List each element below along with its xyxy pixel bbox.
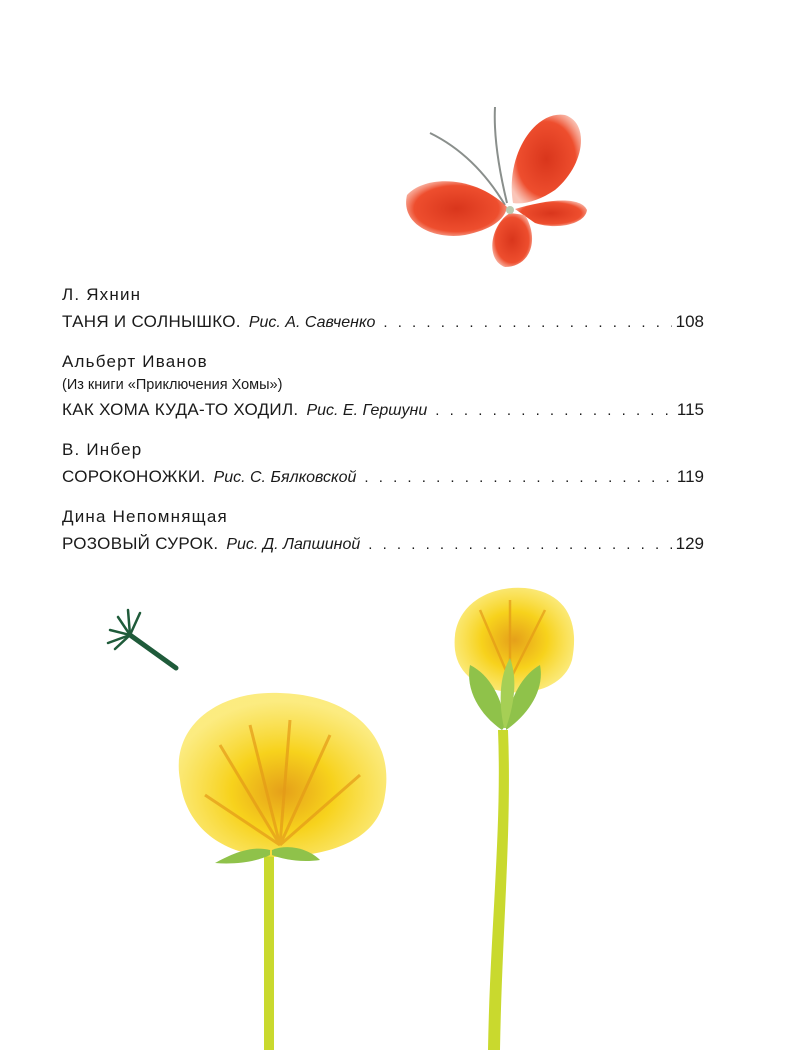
toc-line [62, 463, 704, 492]
toc-entry [62, 349, 704, 425]
toc-page-number: 115 [676, 400, 704, 419]
toc-title: РОЗОВЫЙ СУРОК. [62, 534, 219, 553]
table-of-contents [62, 282, 704, 571]
toc-leader-dots [383, 309, 671, 337]
toc-line [62, 308, 704, 337]
toc-title: ТАНЯ И СОЛНЫШКО. [62, 312, 241, 331]
butterfly-illustration [395, 95, 605, 275]
toc-illustrator: Рис. А. Савченко [248, 314, 376, 331]
toc-page-number: 119 [676, 467, 704, 486]
toc-title: СОРОКОНОЖКИ. [62, 467, 206, 486]
toc-illustrator: Рис. Д. Лапшиной [226, 536, 361, 553]
toc-line [62, 530, 704, 559]
toc-leader-dots [364, 464, 672, 492]
dandelion-illustration [440, 580, 590, 1050]
toc-author: Л. Яхнин [62, 285, 142, 304]
dandelion-illustration [160, 685, 400, 1050]
toc-page-number: 108 [675, 312, 704, 331]
dandelion-seed-illustration [100, 605, 190, 680]
toc-page-number: 129 [675, 534, 704, 553]
toc-illustrator: Рис. Е. Гершуни [306, 402, 428, 419]
toc-leader-dots [368, 531, 671, 559]
toc-entry [62, 504, 704, 559]
toc-note: (Из книги «Приключения Хомы») [62, 377, 283, 393]
toc-leader-dots [435, 397, 673, 425]
toc-entry [62, 282, 704, 337]
toc-title: КАК ХОМА КУДА-ТО ХОДИЛ. [62, 400, 299, 419]
toc-entry [62, 437, 704, 492]
toc-author: Альберт Иванов [62, 352, 208, 371]
toc-author: В. Инбер [62, 440, 143, 459]
toc-illustrator: Рис. С. Бялковской [213, 469, 357, 486]
toc-author: Дина Непомнящая [62, 507, 228, 526]
toc-line [62, 396, 704, 425]
